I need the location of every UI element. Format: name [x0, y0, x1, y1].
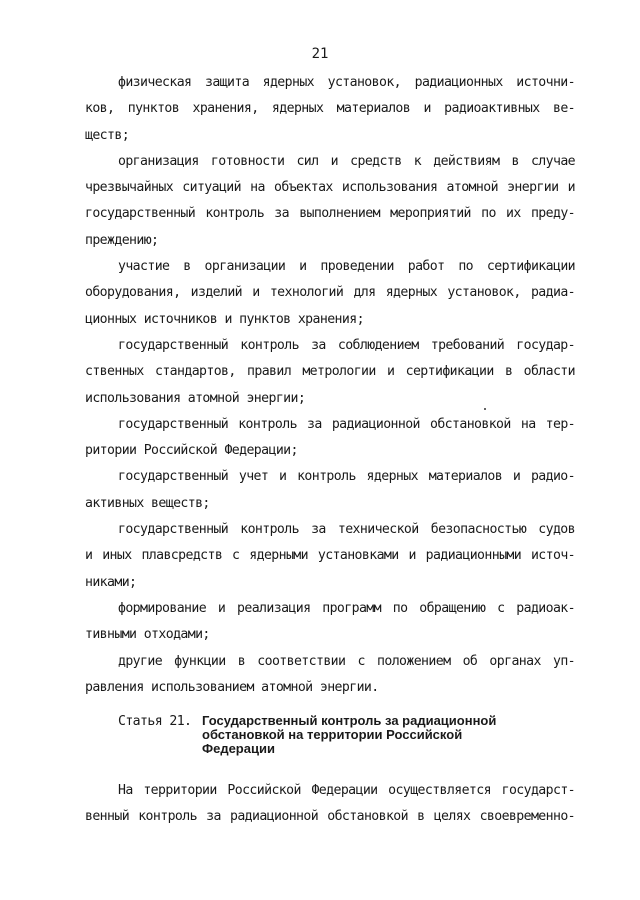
- paragraph-line: формирование и реализация программ по обращению с радиоак-: [118, 600, 575, 616]
- paragraph-line: оборудования, изделий и технологий для ядерных установок, радиа-: [85, 285, 575, 301]
- paragraph-line: ственных стандартов, правил метрологии и сертификации в области: [85, 364, 575, 380]
- page-number: 21: [311, 46, 329, 62]
- paragraph-line: государственный контроль за радиационной обстановкой на тер-: [118, 416, 575, 432]
- stray-dot: [484, 408, 486, 410]
- paragraph-line: венный контроль за радиационной обстановкой в целях своевременно-: [85, 809, 575, 825]
- paragraph-line: чрезвычайных ситуаций на объектах использования атомной энергии и: [85, 180, 575, 196]
- paragraph-line: физическая защита ядерных установок, радиационных источни-: [118, 75, 575, 90]
- paragraph-line: другие функции в соответствии с положением об органах уп-: [118, 653, 575, 669]
- article-title-line: Федерации: [202, 741, 275, 756]
- article-number: Статья 21.: [118, 714, 192, 729]
- paragraph-line: участие в организации и проведении работ по сертификации: [118, 259, 575, 275]
- paragraph-line: и иных плавсредств с ядерными установками и радиационными источ-: [85, 548, 575, 564]
- paragraph-line: ществ;: [85, 127, 130, 143]
- list-paragraphs: [85, 70, 575, 701]
- paragraph-line: никами;: [85, 574, 137, 590]
- paragraph-line: равления использованием атомной энергии.: [85, 679, 379, 695]
- paragraph-line: ков, пунктов хранения, ядерных материалов и радиоактивных ве-: [85, 101, 575, 117]
- paragraph-line: государственный контроль за технической безопасностью судов: [118, 522, 575, 538]
- paragraph-line: преждению;: [85, 232, 159, 248]
- article-title: [202, 714, 582, 756]
- paragraph-line: государственный учет и контроль ядерных материалов и радио-: [118, 469, 575, 485]
- paragraph-line: ритории Российской Федерации;: [85, 443, 298, 459]
- paragraph-line: использования атомной энергии;: [85, 390, 306, 406]
- paragraph-line: тивными отходами;: [85, 627, 210, 643]
- article-title-line: обстановкой на территории Российской: [202, 727, 463, 742]
- paragraph-line: организация готовности сил и средств к действиям в случае: [118, 153, 575, 169]
- paragraph-line: На территории Российской Федерации осуществляется государст-: [118, 783, 575, 798]
- paragraph-line: государственный контроль за соблюдением требований государ-: [118, 337, 575, 353]
- final-paragraph: [85, 778, 575, 831]
- paragraph-line: ционных источников и пунктов хранения;: [85, 311, 364, 327]
- paragraph-line: государственный контроль за выполнением мероприятий по их преду-: [85, 206, 575, 222]
- article-title-line: Государственный контроль за радиационной: [202, 713, 497, 728]
- paragraph-line: активных веществ;: [85, 495, 210, 511]
